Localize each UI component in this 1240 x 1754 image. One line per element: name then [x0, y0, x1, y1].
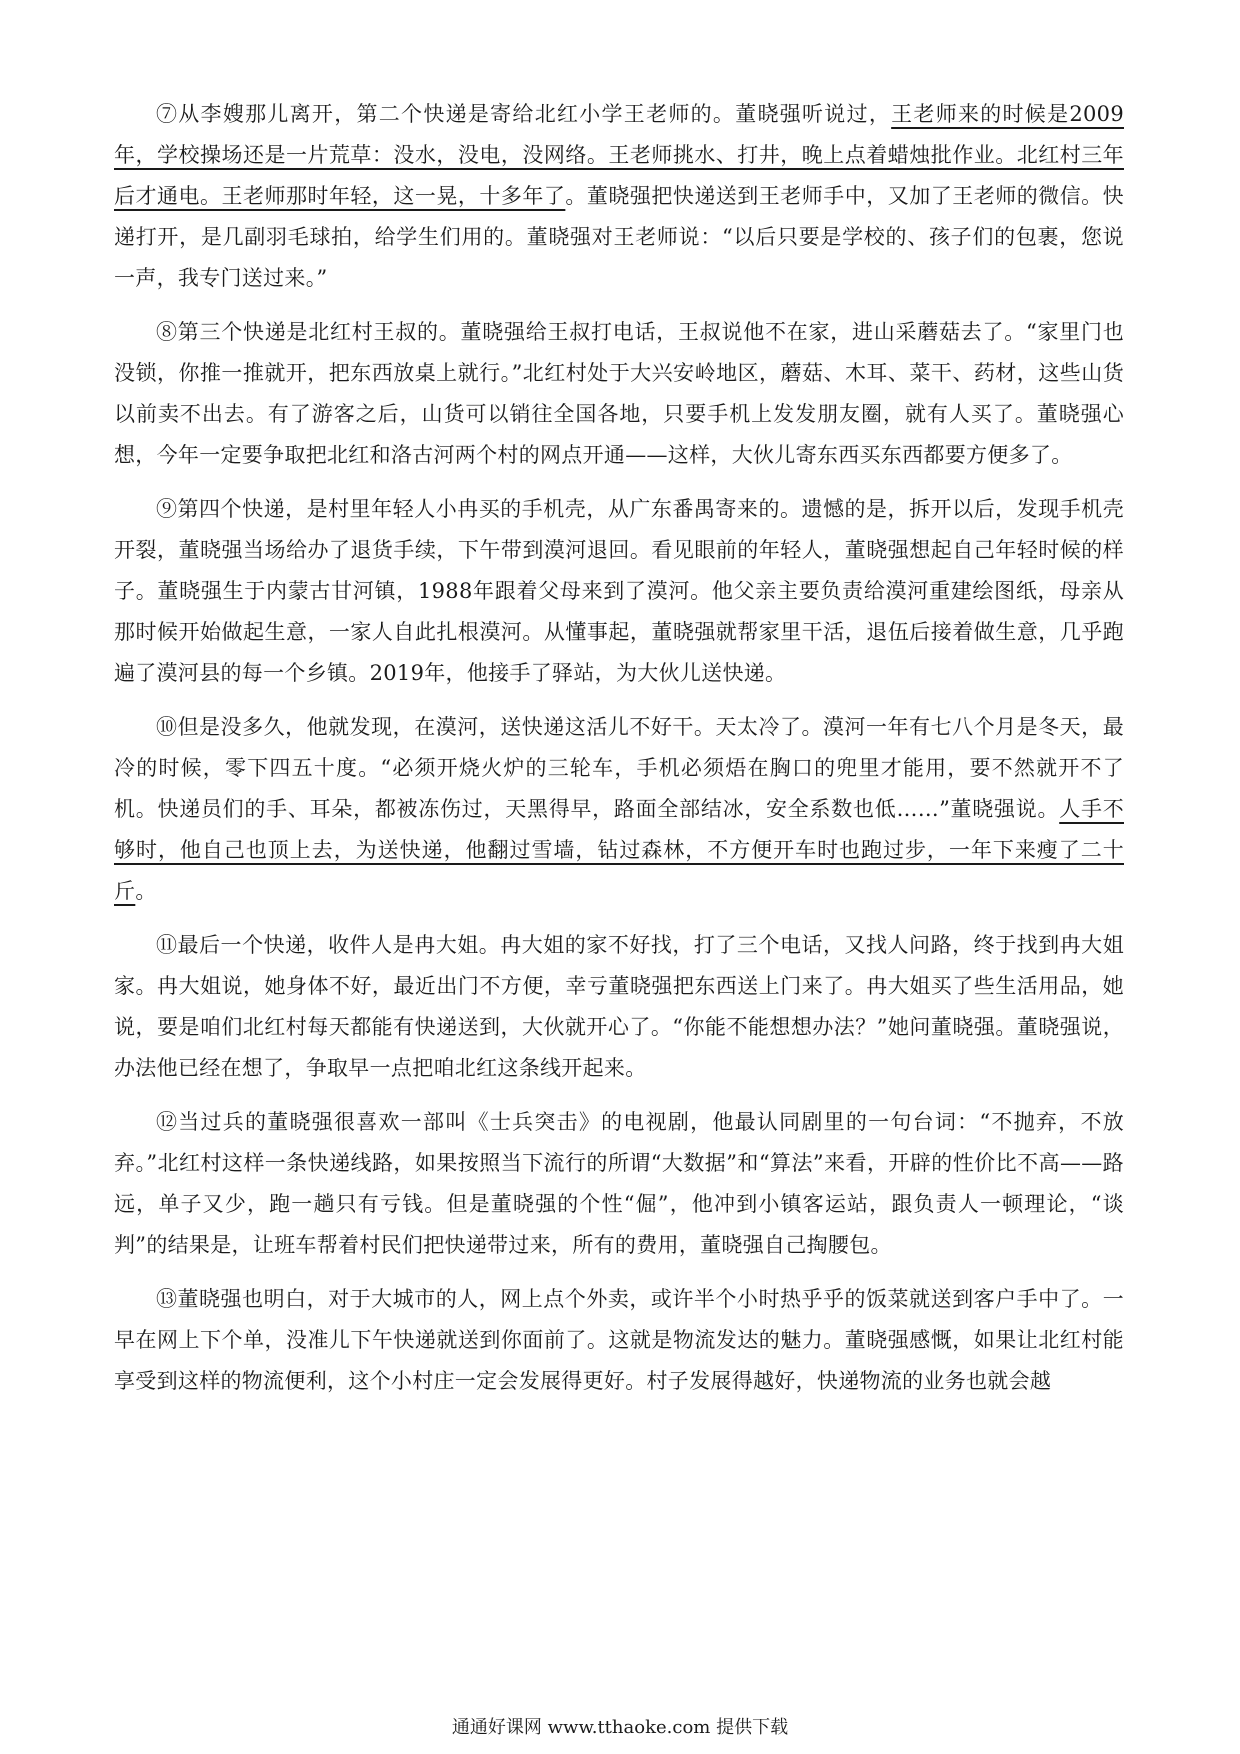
underlined-sentence: 王老师来的时候是2009年，学校操场还是一片荒草：没水，没电，没网络。王老师挑水、打井，晚上点着蜡烛批作业。北红村三年后才通电。王老师那时年轻，这一晃，十多年了 [114, 102, 1124, 208]
paragraph-text: ⑦从李嫂那儿离开，第二个快递是寄给北红小学王老师的。董晓强听说过， [156, 102, 892, 126]
paragraph [114, 489, 1124, 694]
paragraph-text: ⑫当过兵的董晓强很喜欢一部叫《士兵突击》的电视剧，他最认同剧里的一句台词：“不抛弃，不放弃。”北红村这样一条快递线路，如果按照当下流行的所谓“大数据”和“算法”来看，开辟的性价比不高——路远，单子又少，跑一趟只有亏钱。但是董晓强的个性“倔”，他冲到小镇客运站，跟负责人一顿理论，“谈判”的结果是，让班车帮着村民们把快递带过来，所有的费用，董晓强自己掏腰包。 [114, 1110, 1124, 1257]
paragraph-text: 。董晓强把快递送到王老师手中，又加了王老师的微信。快递打开，是几副羽毛球拍，给学生们用的。董晓强对王老师说：“以后只要是学校的、孩子们的包裹，您说一声，我专门送过来。” [114, 184, 1124, 290]
paragraph-text: ⑨第四个快递，是村里年轻人小冉买的手机壳，从广东番禺寄来的。遗憾的是，拆开以后，发现手机壳开裂，董晓强当场给办了退货手续，下午带到漠河退回。看见眼前的年轻人，董晓强想起自己年轻时候的样子。董晓强生于内蒙古甘河镇，1988年跟着父母来到了漠河。他父亲主要负责给漠河重建绘图纸，母亲从那时候开始做起生意，一家人自此扎根漠河。从懂事起，董晓强就帮家里干活，退伍后接着做生意，几乎跑遍了漠河县的每一个乡镇。2019年，他接手了驿站，为大伙儿送快递。 [114, 497, 1124, 685]
paragraph-text: ⑧第三个快递是北红村王叔的。董晓强给王叔打电话，王叔说他不在家，进山采蘑菇去了。“家里门也没锁，你推一推就开，把东西放桌上就行。”北红村处于大兴安岭地区，蘑菇、木耳、菜干、药材，这些山货以前卖不出去。有了游客之后，山货可以销往全国各地，只要手机上发发朋友圈，就有人买了。董晓强心想，今年一定要争取把北红和洛古河两个村的网点开通——这样，大伙儿寄东西买东西都要方便多了。 [114, 320, 1124, 467]
paragraph [114, 94, 1124, 299]
paragraph-text: ⑬董晓强也明白，对于大城市的人，网上点个外卖，或许半个小时热乎乎的饭菜就送到客户手中了。一早在网上下个单，没准儿下午快递就送到你面前了。这就是物流发达的魅力。董晓强感慨，如果让北红村能享受到这样的物流便利，这个小村庄一定会发展得更好。村子发展得越好，快递物流的业务也就会越 [114, 1287, 1124, 1393]
paragraph [114, 707, 1124, 912]
paragraph [114, 1279, 1124, 1402]
paragraph [114, 1102, 1124, 1266]
paragraph-text: ⑪最后一个快递，收件人是冉大姐。冉大姐的家不好找，打了三个电话，又找人问路，终于找到冉大姐家。冉大姐说，她身体不好，最近出门不方便，幸亏董晓强把东西送上门来了。冉大姐买了些生活用品，她说，要是咱们北红村每天都能有快递送到，大伙就开心了。“你能不能想想办法？”她问董晓强。董晓强说，办法他已经在想了，争取早一点把咱北红这条线开起来。 [114, 933, 1124, 1080]
article-body [114, 94, 1124, 1415]
paragraph-text: ⑩但是没多久，他就发现，在漠河，送快递这活儿不好干。天太冷了。漠河一年有七八个月是冬天，最冷的时候，零下四五十度。“必须开烧火炉的三轮车，手机必须焐在胸口的兜里才能用，要不然就开不了机。快递员们的手、耳朵，都被冻伤过，天黑得早，路面全部结冰，安全系数也低……”董晓强说。 [114, 715, 1124, 821]
page-footer: 通通好课网 www.tthaoke.com 提供下载 [451, 1717, 789, 1738]
paragraph-text: 。 [135, 879, 157, 903]
paragraph [114, 312, 1124, 476]
paragraph [114, 925, 1124, 1089]
underlined-sentence: 人手不够时，他自己也顶上去，为送快递，他翻过雪墙，钻过森林，不方便开车时也跑过步，一年下来瘦了二十斤 [114, 797, 1124, 903]
